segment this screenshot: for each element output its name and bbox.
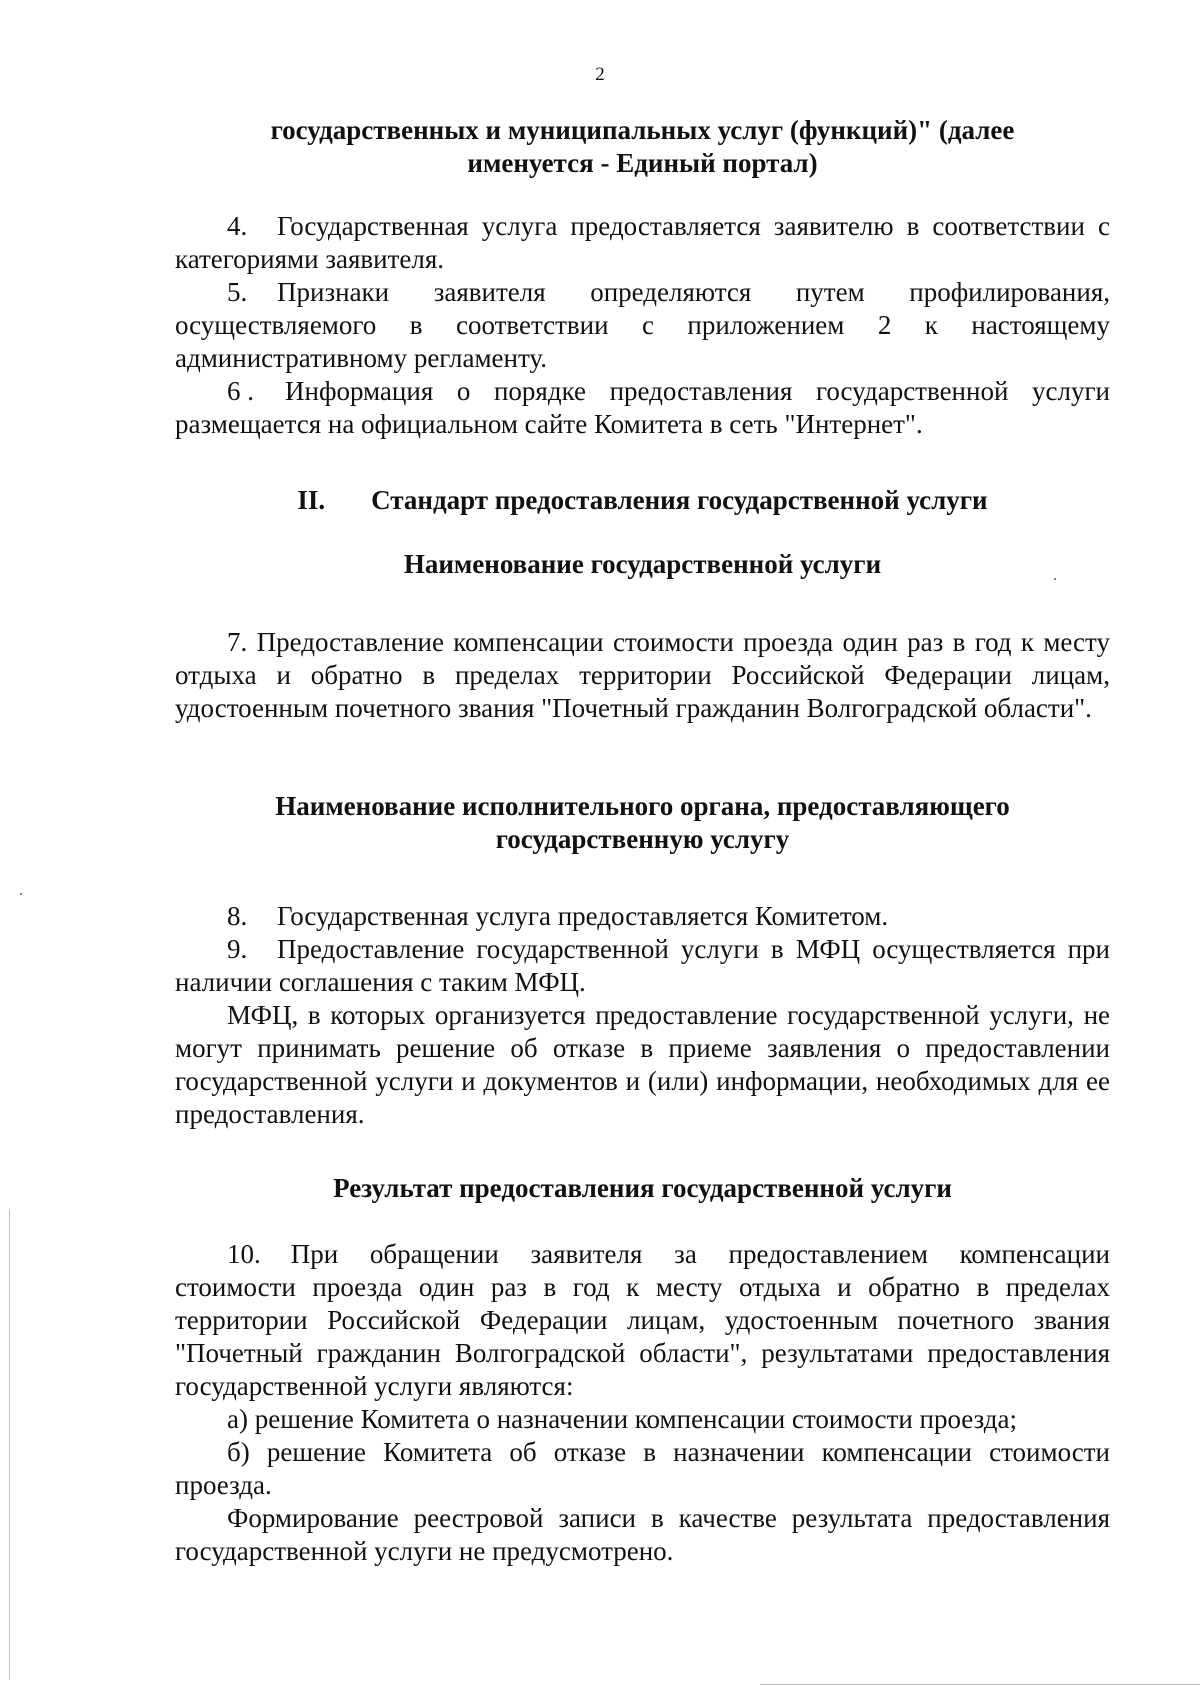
scan-edge-line-left <box>9 1210 10 1680</box>
result-item-b: б) решение Комитета об отказе в назначении компенсации стоимости проезда. <box>175 1437 1110 1500</box>
paragraphs-mid <box>175 900 1110 1131</box>
scan-edge-line-bottom <box>760 1684 1200 1685</box>
paragraph-text: Информация о порядке предоставления государственной услуги размещается на официальном сайте Комитета в сеть "Интернет". <box>175 376 1110 439</box>
intro-heading-line-2: именуется - Единый портал) <box>467 148 818 178</box>
paragraph-number: 5. <box>227 277 248 307</box>
paragraph-text: Предоставление государственной услуги в МФЦ осуществляется при наличии соглашения с таким МФЦ. <box>175 934 1110 997</box>
section-number: II. <box>297 485 326 515</box>
scan-speck <box>20 893 22 895</box>
subheading-service-name: Наименование государственной услуги <box>403 549 882 579</box>
paragraph-text: Государственная услуга предоставляется Комитетом. <box>277 901 889 931</box>
paragraph-text: Признаки заявителя определяются путем профилирования, осуществляемого в соответствии с приложением 2 к настоящему административному регламенту. <box>175 277 1110 373</box>
paragraph-number: 4. <box>227 211 248 241</box>
section-title: Стандарт предоставления государственной услуги <box>371 485 988 515</box>
paragraph-6 <box>175 375 1110 441</box>
paragraph-7-block <box>175 626 1110 725</box>
section-heading <box>175 484 1110 517</box>
paragraph-text: При обращении заявителя за предоставлением компенсации стоимости проезда один раз в год к месту отдыха и обратно в пределах территории Российской Федерации лицам, удостоенным почетного звания "Почетный гражданин Волгоградской области", результатами предоставления государственной услуги являются: <box>175 1239 1110 1401</box>
paragraph-7: 7. Предоставление компенсации стоимости проезда один раз в год к месту отдыха и обратно в пределах территории Российской Федерации лицам, удостоенным почетного звания "Почетный гражданин Волгоградской области". <box>175 627 1110 723</box>
paragraph-number: 6 . <box>227 376 254 406</box>
paragraph-number: 10. <box>227 1239 261 1269</box>
paragraph-10 <box>175 1238 1110 1403</box>
paragraph-mfc: МФЦ, в которых организуется предоставление государственной услуги, не могут принимать решение об отказе в приеме заявления о предоставлении государственной услуги и документов и (или) информации, необходимых для ее предоставления. <box>175 1000 1110 1129</box>
paragraph-9 <box>175 933 1110 999</box>
paragraph-text: Государственная услуга предоставляется заявителю в соответствии с категориями заявителя. <box>175 211 1110 274</box>
subheading-line-1: Наименование исполнительного органа, предоставляющего <box>275 791 1010 821</box>
paragraph-4 <box>175 210 1110 276</box>
paragraphs-top <box>175 210 1110 441</box>
subheading-line-2: государственную услугу <box>495 824 790 854</box>
page-number: 2 <box>595 64 605 85</box>
paragraph-5 <box>175 276 1110 375</box>
intro-heading <box>175 114 1110 180</box>
paragraph-number: 9. <box>227 934 248 964</box>
paragraph-8 <box>175 900 1110 933</box>
paragraphs-result <box>175 1238 1110 1568</box>
subheading-executive-organ <box>175 790 1110 856</box>
intro-heading-line-1: государственных и муниципальных услуг (функций)" (далее <box>270 115 1015 145</box>
subheading-result: Результат предоставления государственной услуги <box>333 1173 952 1203</box>
paragraph-registry: Формирование реестровой записи в качестве результата предоставления государственной услуги не предусмотрено. <box>175 1503 1110 1566</box>
result-item-a: а) решение Комитета о назначении компенсации стоимости проезда; <box>227 1404 1018 1434</box>
paragraph-number: 8. <box>227 901 248 931</box>
